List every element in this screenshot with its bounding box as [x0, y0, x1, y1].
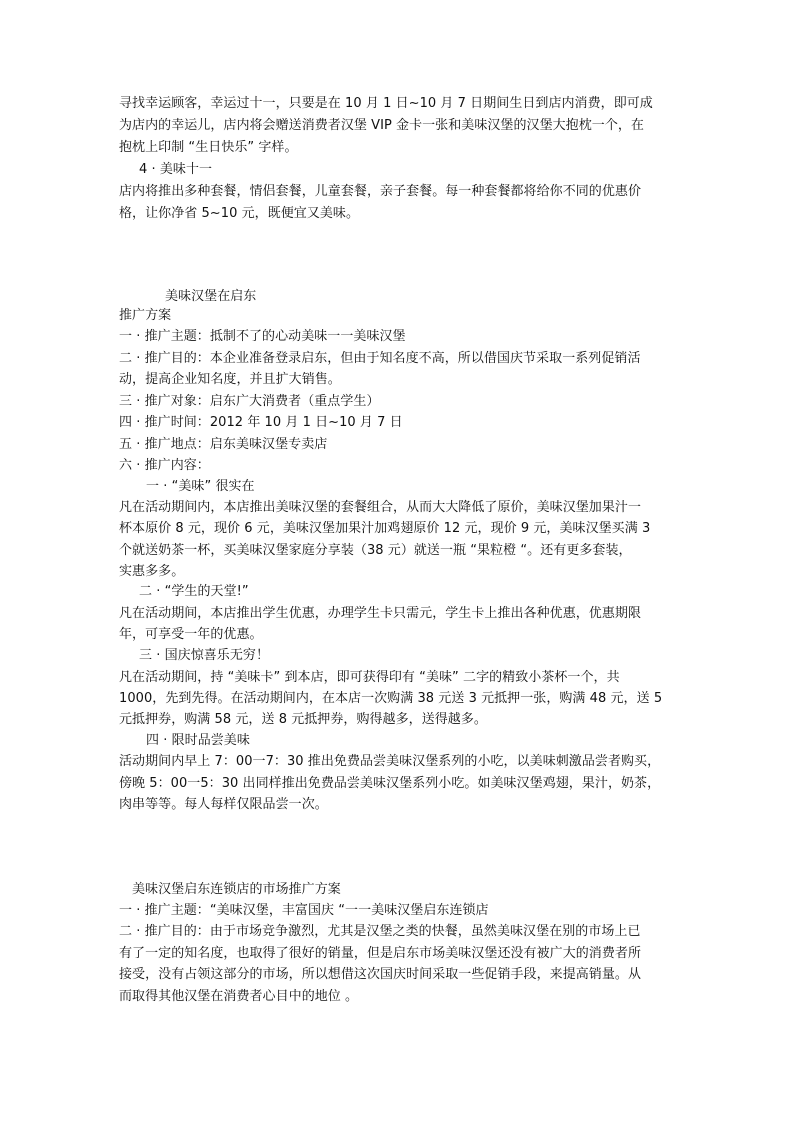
section-title: 美味汉堡在启东: [165, 289, 257, 304]
text-line: 接受，没有占领这部分的市场，所以想借这次国庆时间采取一些促销手段，来提高销量。从: [119, 967, 642, 982]
text-line: 三 · 推广对象：启东广大消费者（重点学生）: [119, 394, 380, 409]
text-line: 寻找幸运顾客，幸运过十一，只要是在 10 月 1 日~10 月 7 日期间生日到店内消费，即可成: [119, 96, 653, 111]
text-line: 活动期间内早上 7：00一7：30 推出免费品尝美味汉堡系列的小吃，以美味刺激品尝者购买，: [119, 754, 661, 769]
text-line: 四 · 推广时间：2012 年 10 月 1 日~10 月 7 日: [119, 415, 403, 430]
text-line: 格，让你净省 5~10 元，既便宜又美味。: [119, 206, 360, 221]
text-line: 有了一定的知名度，也取得了很好的销量，但是启东市场美味汉堡还没有被广大的消费者所: [119, 946, 642, 961]
text-line: 推广方案: [119, 308, 172, 323]
text-line: 一 · 推广主题：抵制不了的心动美味一一美味汉堡: [119, 329, 406, 344]
text-line: 二 · 推广目的：本企业准备登录启东，但由于知名度不高，所以借国庆节采取一系列促销活: [119, 351, 641, 366]
text-line: 一 · 推广主题：“美味汉堡，丰富国庆 “一一美味汉堡启东连锁店: [119, 903, 489, 918]
text-line: 傍晚 5：00一5：30 出同样推出免费品尝美味汉堡系列小吃。如美味汉堡鸡翅，果汁，奶茶，: [119, 776, 661, 791]
text-line: 实惠多多。: [119, 564, 185, 579]
text-line: 店内将推出多种套餐，情侣套餐，儿童套餐，亲子套餐。每一种套餐都将给你不同的优惠价: [119, 184, 642, 199]
text-line: 五 · 推广地点：启东美味汉堡专卖店: [119, 437, 328, 452]
text-line: 而取得其他汉堡在消费者心目中的地位 。: [119, 989, 359, 1004]
text-line: 凡在活动期间内，本店推出美味汉堡的套餐组合，从而大大降低了原价，美味汉堡加果汁一: [119, 500, 642, 515]
subsection-heading: 三 · 国庆惊喜乐无穷！: [139, 648, 269, 663]
text-line: 二 · 推广目的：由于市场竞争激烈，尤其是汉堡之类的快餐，虽然美味汉堡在别的市场上已: [119, 924, 641, 939]
subsection-heading: 一 · “美味” 很实在: [146, 479, 255, 494]
text-line: 元抵押券，购满 58 元，送 8 元抵押券，购得越多，送得越多。: [119, 712, 487, 727]
subsection-heading: 4 · 美味十一: [139, 162, 213, 177]
subsection-heading: 四 · 限时品尝美味: [146, 733, 250, 748]
text-line: 1000，先到先得。在活动期间内，在本店一次购满 38 元送 3 元抵押一张，购满 48 元，送 5: [119, 691, 663, 706]
text-line: 杯本原价 8 元，现价 6 元，美味汉堡加果汁加鸡翅原价 12 元，现价 9 元，美味汉堡买满 3: [119, 521, 651, 536]
text-line: 凡在活动期间，本店推出学生优惠，办理学生卡只需元，学生卡上推出各种优惠，优惠期限: [119, 606, 642, 621]
text-line: 六 · 推广内容：: [119, 458, 210, 473]
text-line: 为店内的幸运儿，店内将会赠送消费者汉堡 VIP 金卡一张和美味汉堡的汉堡大抱枕一个，在: [119, 118, 644, 133]
text-line: 凡在活动期间，持 “美味卡” 到本店，即可获得印有 “美味” 二字的精致小茶杯一个，共: [119, 670, 620, 685]
text-line: 抱枕上印制 “生日快乐” 字样。: [119, 140, 298, 155]
text-line: 个就送奶茶一杯，买美味汉堡家庭分享装（38 元）就送一瓶 “果粒橙 “。还有更多套装，: [119, 543, 632, 558]
text-line: 肉串等等。每人每样仅限品尝一次。: [119, 797, 328, 812]
subsection-heading: 二 · “学生的天堂!”: [139, 584, 249, 599]
section-title: 美味汉堡启东连锁店的市场推广方案: [132, 882, 341, 897]
text-line: 年，可享受一年的优惠。: [119, 627, 263, 642]
text-line: 动，提高企业知名度，并且扩大销售。: [119, 372, 341, 387]
